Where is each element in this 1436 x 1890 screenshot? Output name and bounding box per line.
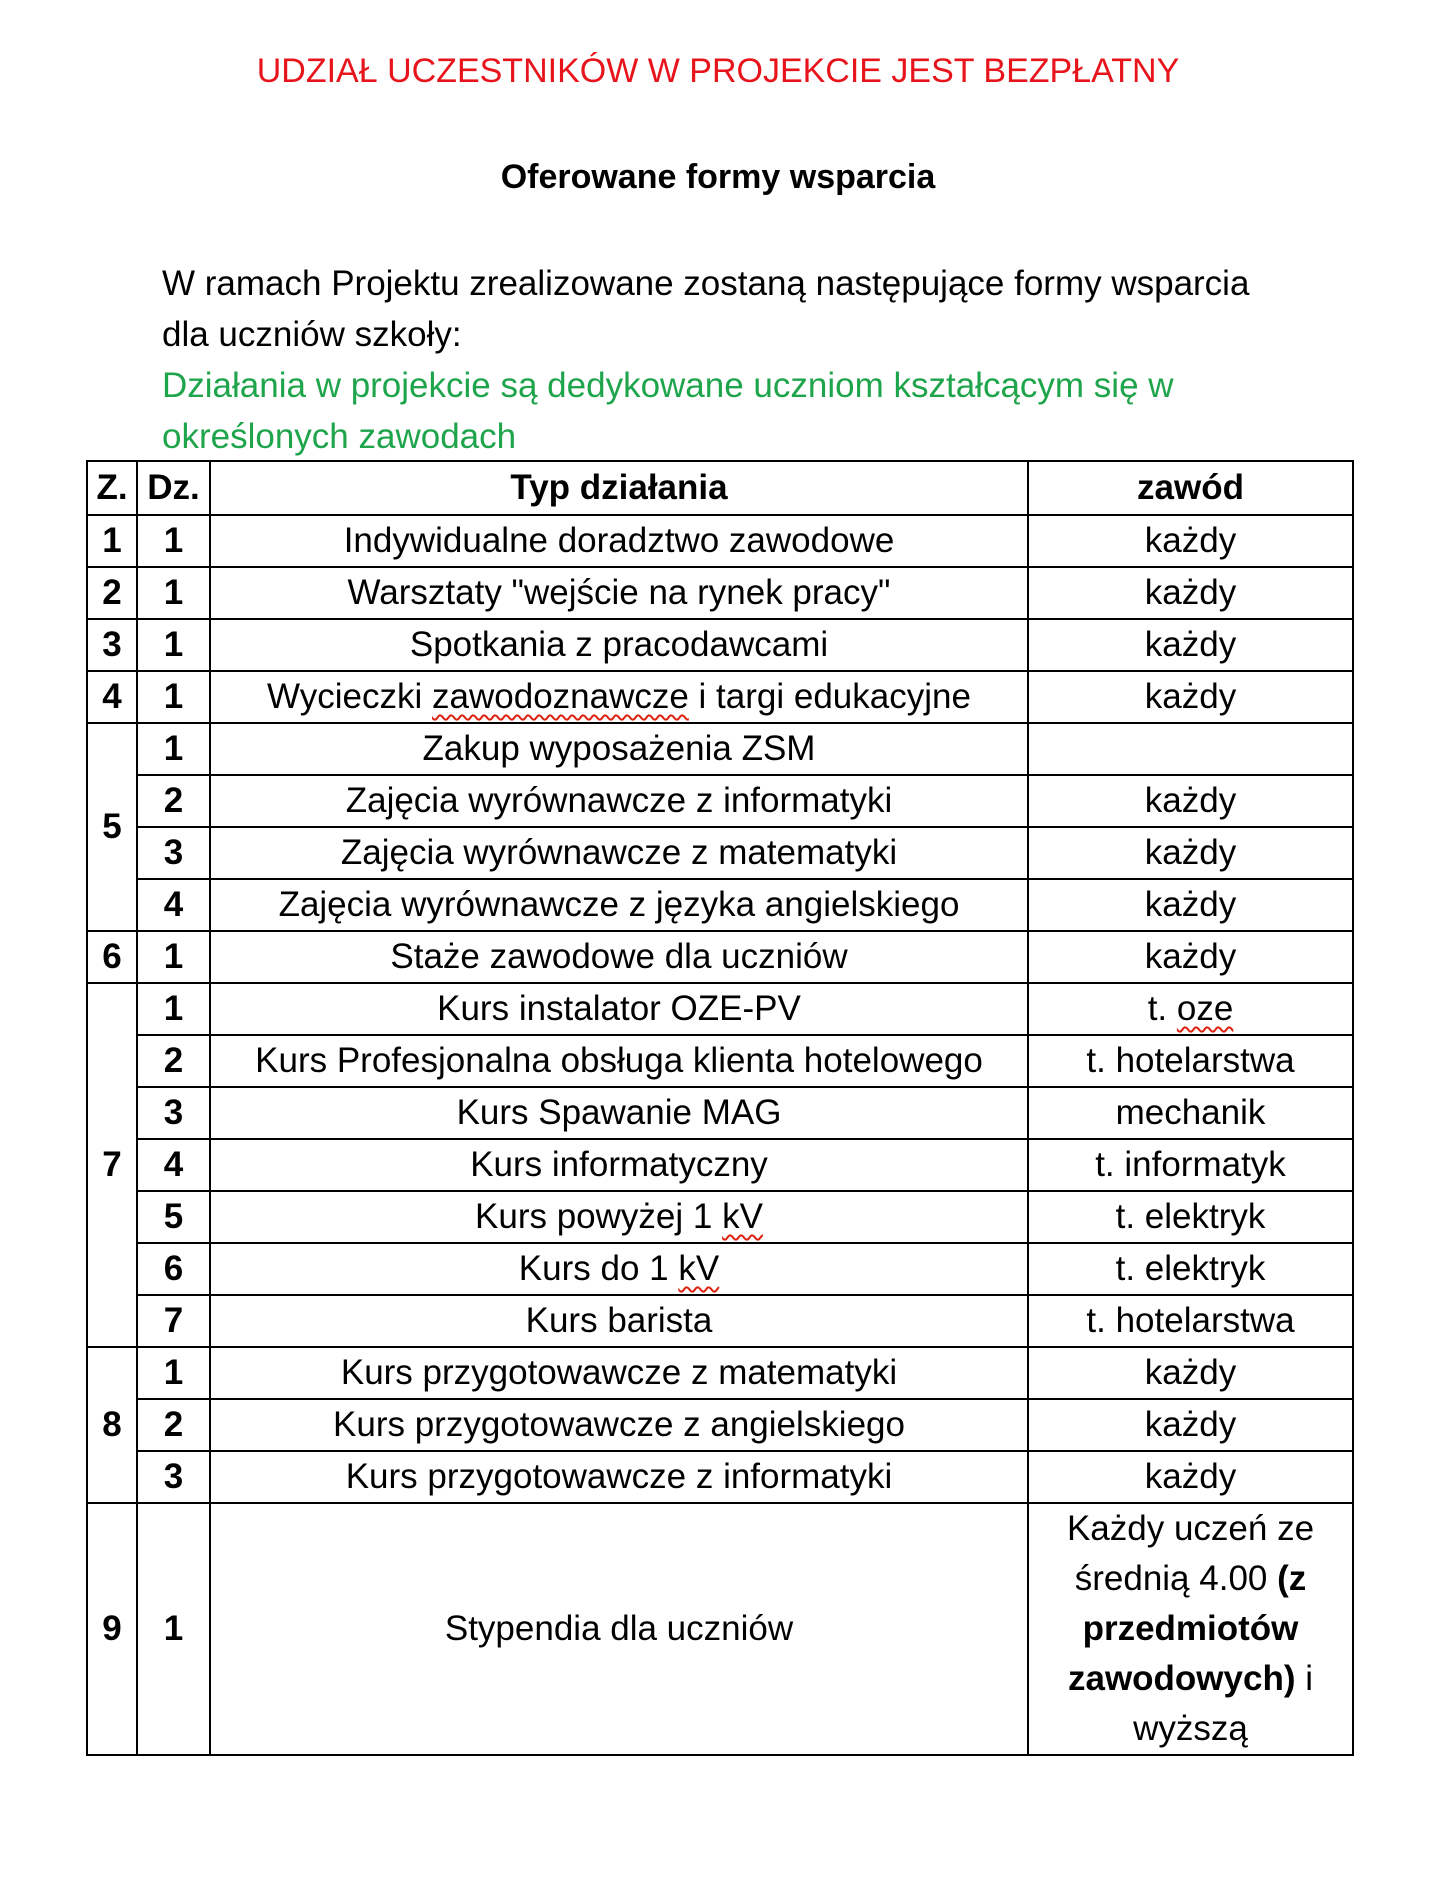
type-cell: Kurs Spawanie MAG (210, 1087, 1028, 1139)
support-forms-table (86, 460, 1354, 1756)
profession-text-before: t. (1147, 989, 1177, 1028)
profession-cell: mechanik (1028, 1087, 1353, 1139)
dz-cell: 3 (137, 1451, 210, 1503)
dz-cell: 1 (137, 1347, 210, 1399)
type-cell: Zajęcia wyrównawcze z informatyki (210, 775, 1028, 827)
table-row (87, 671, 1353, 723)
profession-cell: t. elektryk (1028, 1243, 1353, 1295)
profession-cell: t. elektryk (1028, 1191, 1353, 1243)
dz-cell: 5 (137, 1191, 210, 1243)
dz-cell: 2 (137, 1399, 210, 1451)
section-title: Oferowane formy wsparcia (500, 158, 936, 196)
scholarship-line-2 (1029, 1554, 1352, 1604)
scholarship-line-3: przedmiotów (1082, 1609, 1299, 1648)
type-text-before: Wycieczki (267, 677, 433, 716)
type-cell: Kurs instalator OZE-PV (210, 983, 1028, 1035)
dz-cell: 1 (137, 983, 210, 1035)
notice-free-participation: UDZIAŁ UCZESTNIKÓW W PROJEKCIE JEST BEZPŁATNY (256, 52, 1180, 90)
table-row (87, 879, 1353, 931)
z-cell: 5 (87, 723, 137, 931)
type-cell: Staże zawodowe dla uczniów (210, 931, 1028, 983)
table-row (87, 827, 1353, 879)
type-cell: Indywidualne doradztwo zawodowe (210, 515, 1028, 567)
type-cell: Zajęcia wyrównawcze z języka angielskiego (210, 879, 1028, 931)
spellcheck-marked-word: zawodoznawcze (432, 677, 689, 716)
header-type: Typ działania (210, 461, 1028, 515)
type-cell: Warsztaty "wejście na rynek pracy" (210, 567, 1028, 619)
profession-cell: każdy (1028, 515, 1353, 567)
profession-cell: każdy (1028, 671, 1353, 723)
profession-cell: każdy (1028, 775, 1353, 827)
dz-cell: 1 (137, 1503, 210, 1755)
table-row (87, 1139, 1353, 1191)
dz-cell: 6 (137, 1243, 210, 1295)
type-cell: Stypendia dla uczniów (210, 1503, 1028, 1755)
dz-cell: 2 (137, 1035, 210, 1087)
type-cell: Kurs barista (210, 1295, 1028, 1347)
type-cell (210, 1191, 1028, 1243)
intro-green-line-2: określonych zawodach (162, 417, 517, 456)
profession-cell (1028, 983, 1353, 1035)
table-row (87, 1087, 1353, 1139)
type-cell: Zakup wyposażenia ZSM (210, 723, 1028, 775)
header-z: Z. (87, 461, 137, 515)
profession-cell: każdy (1028, 1399, 1353, 1451)
profession-cell: każdy (1028, 1451, 1353, 1503)
table-row (87, 1347, 1353, 1399)
dz-cell: 1 (137, 931, 210, 983)
type-cell: Kurs Profesjonalna obsługa klienta hotelowego (210, 1035, 1028, 1087)
dz-cell: 3 (137, 1087, 210, 1139)
table-header-row (87, 461, 1353, 515)
scholarship-line-4-bold: zawodowych) (1067, 1659, 1296, 1698)
intro-line-2: dla uczniów szkoły: (162, 315, 462, 354)
scholarship-line-5: wyższą (1133, 1709, 1248, 1748)
intro-paragraph (162, 258, 1337, 462)
type-text-before: Kurs do 1 (518, 1249, 679, 1288)
table-row (87, 1295, 1353, 1347)
profession-cell (1028, 723, 1353, 775)
z-cell: 2 (87, 567, 137, 619)
table-row (87, 1035, 1353, 1087)
z-cell: 4 (87, 671, 137, 723)
spellcheck-marked-word: kV (722, 1197, 763, 1236)
table-row (87, 931, 1353, 983)
scholarship-line-2-bold: (z (1277, 1559, 1307, 1598)
header-profession: zawód (1028, 461, 1353, 515)
dz-cell: 1 (137, 671, 210, 723)
spellcheck-marked-word: oze (1176, 989, 1234, 1028)
table-row (87, 1399, 1353, 1451)
table-row (87, 983, 1353, 1035)
table-row (87, 1191, 1353, 1243)
scholarship-line-1: Każdy uczeń ze (1066, 1509, 1315, 1548)
intro-green-line-1: Działania w projekcie są dedykowane uczniom kształcącym się w (162, 366, 1174, 405)
table-row (87, 723, 1353, 775)
profession-cell: każdy (1028, 1347, 1353, 1399)
profession-cell: każdy (1028, 931, 1353, 983)
z-cell: 3 (87, 619, 137, 671)
dz-cell: 1 (137, 723, 210, 775)
intro-line-1: W ramach Projektu zrealizowane zostaną następujące formy wsparcia (162, 264, 1250, 303)
dz-cell: 4 (137, 879, 210, 931)
table-row (87, 567, 1353, 619)
profession-cell: t. hotelarstwa (1028, 1295, 1353, 1347)
type-cell: Zajęcia wyrównawcze z matematyki (210, 827, 1028, 879)
table-row (87, 515, 1353, 567)
type-cell: Kurs przygotowawcze z matematyki (210, 1347, 1028, 1399)
table-row (87, 619, 1353, 671)
type-text-after: i targi edukacyjne (688, 677, 971, 716)
type-cell: Kurs przygotowawcze z angielskiego (210, 1399, 1028, 1451)
dz-cell: 1 (137, 515, 210, 567)
header-dz: Dz. (137, 461, 210, 515)
type-cell: Kurs informatyczny (210, 1139, 1028, 1191)
table-row (87, 775, 1353, 827)
z-cell: 6 (87, 931, 137, 983)
profession-cell: każdy (1028, 619, 1353, 671)
scholarship-line-2-plain: średnią 4.00 (1074, 1559, 1278, 1598)
dz-cell: 7 (137, 1295, 210, 1347)
dz-cell: 2 (137, 775, 210, 827)
table-row (87, 1243, 1353, 1295)
dz-cell: 1 (137, 567, 210, 619)
type-cell: Kurs przygotowawcze z informatyki (210, 1451, 1028, 1503)
scholarship-line-4-plain: i (1295, 1659, 1314, 1698)
z-cell: 9 (87, 1503, 137, 1755)
z-cell: 7 (87, 983, 137, 1347)
dz-cell: 1 (137, 619, 210, 671)
table-row (87, 1451, 1353, 1503)
profession-cell: każdy (1028, 879, 1353, 931)
profession-cell-scholarship (1028, 1503, 1353, 1755)
type-text-before: Kurs powyżej 1 (475, 1197, 723, 1236)
table-row (87, 1503, 1353, 1755)
type-cell (210, 671, 1028, 723)
profession-cell: każdy (1028, 567, 1353, 619)
profession-cell: każdy (1028, 827, 1353, 879)
z-cell: 1 (87, 515, 137, 567)
spellcheck-marked-word: kV (678, 1249, 720, 1288)
type-cell: Spotkania z pracodawcami (210, 619, 1028, 671)
z-cell: 8 (87, 1347, 137, 1503)
dz-cell: 3 (137, 827, 210, 879)
scholarship-line-4 (1029, 1654, 1352, 1704)
profession-cell: t. hotelarstwa (1028, 1035, 1353, 1087)
profession-cell: t. informatyk (1028, 1139, 1353, 1191)
type-cell (210, 1243, 1028, 1295)
dz-cell: 4 (137, 1139, 210, 1191)
